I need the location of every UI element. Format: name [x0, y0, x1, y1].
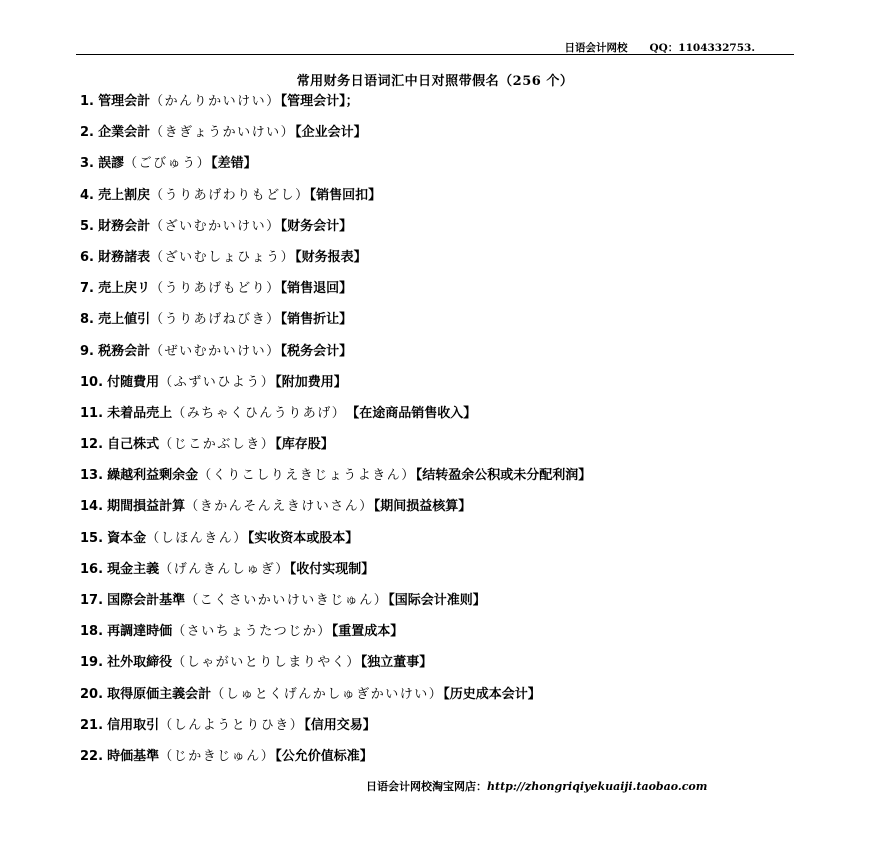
- list-item: [80, 591, 810, 622]
- item-number: 7.: [80, 281, 94, 297]
- item-number: 14.: [80, 499, 104, 515]
- footer-label: 日语会计网校淘宝网店：: [366, 780, 487, 793]
- list-item: [80, 123, 810, 154]
- item-term: 未着品売上: [107, 405, 173, 421]
- item-term: 資本金: [107, 530, 147, 546]
- item-number: 12.: [80, 437, 104, 453]
- item-reading: （うりあげもどり）: [150, 281, 281, 297]
- list-item: [80, 716, 810, 747]
- item-number: 2.: [80, 125, 94, 141]
- item-reading: （うりあげわりもどし）: [150, 187, 310, 203]
- item-term: 再調達時価: [107, 624, 173, 640]
- item-chinese: 【历史成本会计】: [443, 686, 541, 702]
- item-chinese: 【信用交易】: [304, 717, 376, 733]
- item-reading: （さいちょうたつじか）: [172, 624, 332, 640]
- item-reading: （しんようとりひき）: [159, 717, 305, 733]
- list-item: [80, 342, 810, 373]
- item-chinese: 【重置成本】: [331, 624, 404, 640]
- item-reading: （ふずいひよう）: [159, 374, 276, 390]
- list-item: [80, 747, 810, 778]
- item-chinese: 【税务会计】: [280, 343, 353, 359]
- item-reading: （かんりかいけい）: [150, 94, 281, 109]
- item-term: 期間損益計算: [107, 499, 186, 515]
- item-number: 8.: [80, 312, 94, 328]
- list-item: [80, 653, 810, 684]
- list-item: [80, 435, 810, 466]
- item-number: 22.: [80, 748, 104, 764]
- item-reading: （みちゃくひんうりあげ）: [172, 405, 340, 421]
- item-term: 誤謬: [98, 156, 125, 172]
- header-qq: QQ：1104332753.: [649, 42, 755, 54]
- list-item: [80, 217, 810, 248]
- item-number: 20.: [80, 686, 104, 702]
- item-chinese: 【财务会计】: [280, 218, 353, 234]
- item-number: 9.: [80, 343, 94, 359]
- item-chinese: 【附加费用】: [275, 374, 347, 390]
- item-term: 取得原価主義会計: [107, 686, 212, 702]
- item-chinese: 【期间损益核算】: [373, 499, 472, 515]
- item-chinese: 【销售折让】: [280, 312, 353, 328]
- item-number: 19.: [80, 655, 104, 671]
- item-term: 信用取引: [107, 717, 160, 733]
- item-term: 時価基準: [107, 748, 160, 764]
- item-number: 21.: [80, 717, 104, 733]
- item-term: 国際会計基準: [107, 593, 186, 608]
- item-reading: （じこかぶしき）: [159, 437, 276, 453]
- item-chinese: 【销售退回】: [280, 281, 353, 297]
- item-term: 付随費用: [107, 374, 160, 390]
- item-chinese: 【财务报表】: [295, 249, 367, 265]
- item-reading: （きぎょうかいけい）: [150, 125, 296, 141]
- list-item: [80, 466, 810, 497]
- item-reading: （こくさいかいけいきじゅん）: [185, 593, 389, 608]
- item-chinese: 【收付实现制】: [289, 561, 375, 577]
- item-number: 16.: [80, 561, 104, 577]
- item-chinese: 【国际会计准则】: [388, 593, 486, 608]
- item-term: 現金主義: [107, 561, 160, 577]
- list-item: [80, 685, 810, 716]
- term-list: [80, 92, 810, 778]
- page-footer: [366, 778, 707, 794]
- item-number: 10.: [80, 374, 104, 390]
- item-reading: （しゅとくげんかしゅぎかいけい）: [211, 686, 444, 702]
- item-chinese: 【结转盈余公积或未分配利润】: [415, 468, 592, 484]
- item-term: 財務会計: [98, 218, 151, 234]
- item-chinese: 【在途商品销售收入】: [339, 405, 477, 421]
- item-chinese: 【企业会计】: [295, 125, 367, 141]
- item-reading: （ざいむしょひょう）: [150, 249, 296, 265]
- item-reading: （ざいむかいけい）: [150, 218, 281, 234]
- item-term: 税務会計: [98, 343, 151, 359]
- item-term: 売上値引: [98, 312, 151, 328]
- item-number: 5.: [80, 218, 94, 234]
- item-number: 4.: [80, 187, 94, 203]
- item-number: 6.: [80, 249, 94, 265]
- list-item: [80, 92, 810, 123]
- item-reading: （ごびゅう）: [124, 156, 212, 172]
- item-term: 企業会計: [98, 125, 151, 141]
- item-number: 13.: [80, 468, 104, 484]
- item-term: 社外取締役: [107, 655, 173, 671]
- item-number: 1.: [80, 94, 94, 109]
- list-item: [80, 529, 810, 560]
- item-chinese: 【库存股】: [275, 437, 334, 453]
- item-reading: （きかんそんえきけいさん）: [185, 499, 374, 515]
- item-term: 管理会計: [98, 94, 151, 109]
- item-term: 財務諸表: [98, 249, 151, 265]
- item-number: 18.: [80, 624, 104, 640]
- item-reading: （じかきじゅん）: [159, 748, 276, 764]
- item-chinese: 【实收资本或股本】: [247, 530, 359, 546]
- list-item: [80, 186, 810, 217]
- item-term: 売上戻リ: [98, 281, 151, 297]
- item-chinese: 【公允价值标准】: [275, 748, 373, 764]
- list-item: [80, 310, 810, 341]
- item-chinese: 【销售回扣】: [309, 187, 382, 203]
- list-item: [80, 373, 810, 404]
- item-reading: （しゃがいとりしまりやく）: [172, 655, 361, 671]
- item-reading: （げんきんしゅぎ）: [159, 561, 290, 577]
- item-number: 17.: [80, 593, 104, 608]
- item-chinese: 【独立董事】: [360, 655, 433, 671]
- item-number: 3.: [80, 156, 94, 172]
- header-school-name: 日语会计网校: [564, 42, 628, 54]
- list-item: [80, 279, 810, 310]
- item-term: 繰越利益剰余金: [107, 468, 199, 484]
- item-reading: （くりこしりえきじょうよきん）: [198, 468, 416, 484]
- item-chinese: 【差错】: [211, 156, 257, 172]
- list-item: [80, 622, 810, 653]
- list-item: [80, 404, 810, 435]
- list-item: [80, 560, 810, 591]
- item-chinese: 【管理会计】；: [280, 94, 359, 109]
- list-item: [80, 154, 810, 185]
- item-term: 売上割戻: [98, 187, 151, 203]
- list-item: [80, 497, 810, 528]
- footer-url[interactable]: http://zhongriqiyekuaiji.taobao.com: [487, 780, 708, 793]
- page-header: [564, 40, 755, 55]
- header-divider: [76, 54, 794, 55]
- item-reading: （ぜいむかいけい）: [150, 343, 281, 359]
- item-number: 11.: [80, 405, 104, 421]
- document-title: 常用财务日语词汇中日对照带假名（256 个）: [296, 74, 574, 89]
- list-item: [80, 248, 810, 279]
- item-reading: （しほんきん）: [146, 530, 248, 546]
- item-reading: （うりあげねびき）: [150, 312, 281, 328]
- item-number: 15.: [80, 530, 104, 546]
- item-term: 自己株式: [107, 437, 160, 453]
